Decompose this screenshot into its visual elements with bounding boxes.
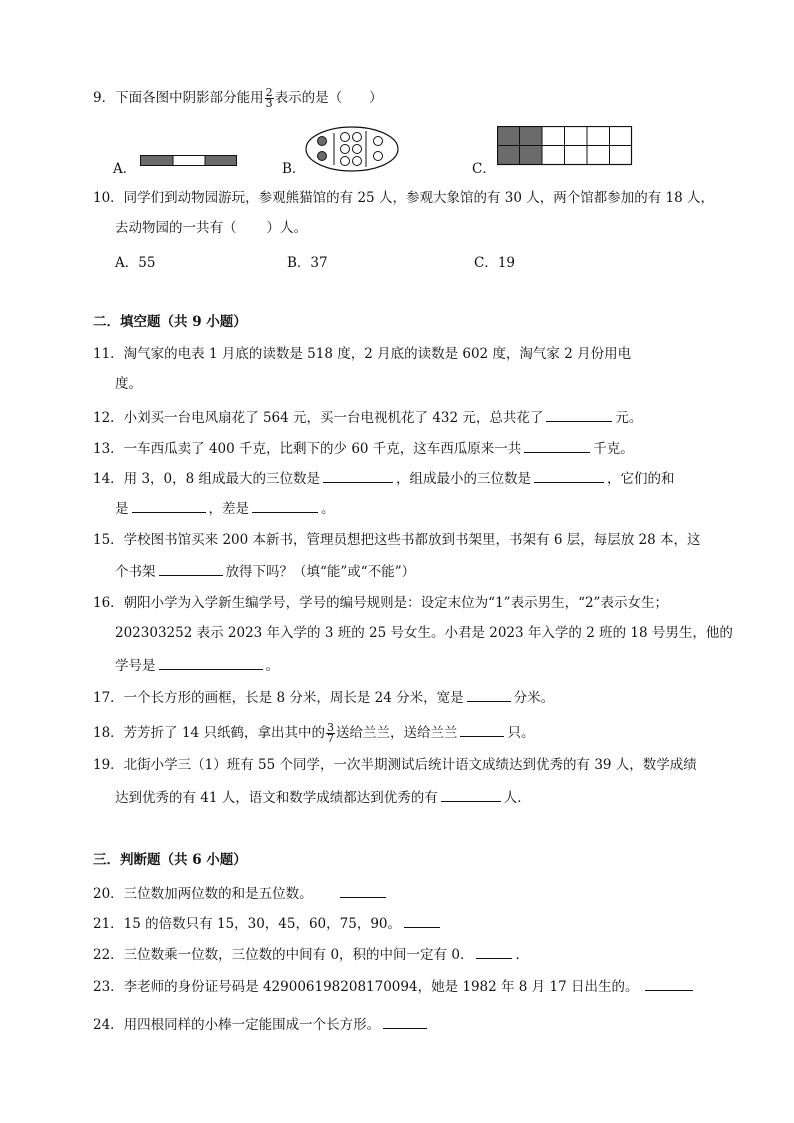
q9-option-a-figure <box>140 155 238 167</box>
q9-option-b-figure <box>304 125 400 173</box>
q16-line2: 202303252 表示 2023 年入学的 3 班的 25 号女生。小君是 2023 年入学的 2 班的 18 号男生，他的 <box>115 625 733 641</box>
q11-line2: 度。 <box>115 376 142 392</box>
q22-answer-blank[interactable] <box>476 944 512 959</box>
q10-option-a: A．55 <box>115 255 156 271</box>
fraction-two-thirds: $\frac{2}{3}$ <box>265 86 273 110</box>
question-17: 17．一个长方形的画框，长是 8 分米，周长是 24 分米，宽是 分米。 <box>93 687 554 707</box>
question-14-line1: 14．用 3，0，8 组成最大的三位数是 ，组成最小的三位数是 ，它们的和 <box>93 468 675 488</box>
q14-difference-blank[interactable] <box>252 498 318 513</box>
q20-answer-blank[interactable] <box>340 883 386 898</box>
q21-answer-blank[interactable] <box>404 913 440 928</box>
question-18: 18．芳芳折了 14 只纸鹤，拿出其中的 $\frac{3}{7}$ 送给兰兰，送给兰兰 只。 <box>93 721 535 745</box>
question-14-line2: 是 ，差是 。 <box>115 498 335 518</box>
q19-line2: 达到优秀的有 41 人，语文和数学成绩都达到优秀的有 人． <box>115 787 531 807</box>
q15-line1: 15．学校图书馆买来 200 本新书，管理员想把这些书都放到书架里，书架有 6 层，每层放 28 本，这 <box>93 532 701 548</box>
q16-answer-blank[interactable] <box>159 655 263 670</box>
section-2-heading: 二．填空题（共 9 小题） <box>93 314 247 330</box>
q9-option-b-label: B． <box>282 161 306 177</box>
q18-answer-blank[interactable] <box>460 722 504 737</box>
q17-answer-blank[interactable] <box>467 687 511 702</box>
q9-text-end: 表示的是（ ） <box>274 90 383 106</box>
q24-answer-blank[interactable] <box>383 1014 427 1029</box>
q13-answer-blank[interactable] <box>524 438 590 453</box>
q14-sum-blank[interactable] <box>132 498 206 513</box>
fraction-three-sevenths: $\frac{3}{7}$ <box>326 721 334 745</box>
q16-line3: 学号是 。 <box>115 655 279 675</box>
question-9 <box>93 88 383 109</box>
q9-option-c-label: C． <box>472 161 496 177</box>
question-20: 20．三位数加两位数的和是五位数。 <box>93 883 389 903</box>
q9-option-a-label: A． <box>113 161 137 177</box>
q14-largest-blank[interactable] <box>323 468 393 483</box>
q15-answer-blank[interactable] <box>159 561 223 576</box>
q19-line1: 19．北街小学三（1）班有 55 个同学，一次半期测试后统计语文成绩达到优秀的有 39 人，数学成绩 <box>93 757 697 773</box>
section-3-heading: 三．判断题（共 6 小题） <box>93 852 247 868</box>
q15-line2: 个书架 放得下吗？（填“能”或“不能”） <box>115 561 415 581</box>
question-22: 22．三位数乘一位数，三位数的中间有 0，积的中间一定有 0． ． <box>93 944 529 964</box>
q9-text: 下面各图中阴影部分能用 <box>115 90 264 106</box>
q23-answer-blank[interactable] <box>645 976 693 991</box>
q10-option-b: B．37 <box>287 255 328 271</box>
q10-option-c: C．19 <box>474 255 516 271</box>
q14-smallest-blank[interactable] <box>534 468 604 483</box>
q9-number: 9． <box>93 90 116 106</box>
q9-option-c-figure <box>497 126 633 166</box>
q10-line1: 10．同学们到动物园游玩，参观熊猫馆的有 25 人，参观大象馆的有 30 人，两个馆都参加的有 18 人， <box>93 190 714 206</box>
q12-answer-blank[interactable] <box>546 407 612 422</box>
q11-line1: 11．淘气家的电表 1 月底的读数是 518 度，2 月底的读数是 602 度，淘气家 2 月份用电 <box>93 346 632 362</box>
question-23: 23．李老师的身份证号码是 429006198208170094，她是 1982 年 8 月 17 日出生的。 <box>93 976 696 996</box>
q10-line2: 去动物园的一共有（ ）人。 <box>115 220 307 236</box>
question-24: 24．用四根同样的小棒一定能围成一个长方形。 <box>93 1014 430 1034</box>
question-12: 12．小刘买一台电风扇花了 564 元，买一台电视机花了 432 元，总共花了 元。 <box>93 407 642 427</box>
q16-line1: 16．朝阳小学为入学新生编学号，学号的编号规则是：设定末位为“1”表示男生，“2”表示女生； <box>93 595 668 611</box>
question-21: 21．15 的倍数只有 15，30，45，60，75，90。 <box>93 913 443 933</box>
question-13: 13．一车西瓜卖了 400 千克，比剩下的少 60 千克，这车西瓜原来一共 千克。 <box>93 438 634 458</box>
q19-answer-blank[interactable] <box>441 787 501 802</box>
